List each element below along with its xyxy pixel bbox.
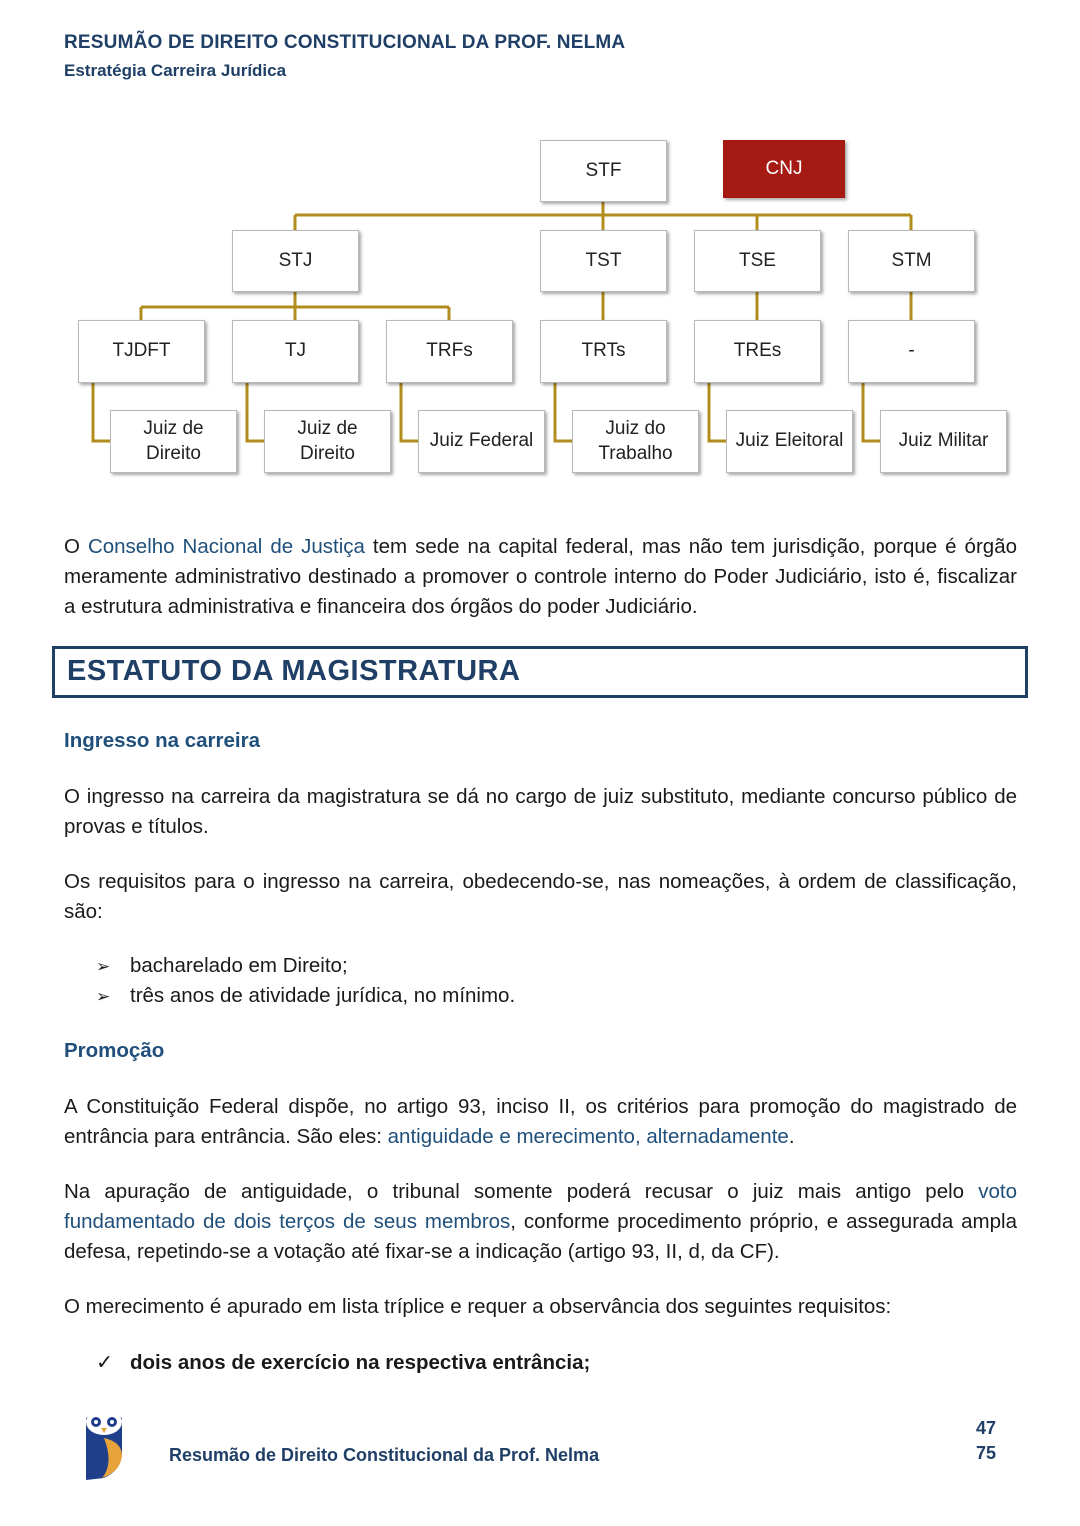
connector-line	[401, 383, 418, 441]
org-box-tres: TREs	[694, 320, 821, 383]
cnj-highlight: Conselho Nacional de Justiça	[87, 535, 365, 558]
org-box-stj: STJ	[232, 230, 359, 292]
text-run: A Constituição Federal dispõe, no artigo 93, inciso II, os critérios para promoção do magistrado de entrância para entrância. São eles:	[64, 1095, 1017, 1148]
section-title: ESTATUTO DA MAGISTRATURA	[67, 655, 521, 687]
owl-logo-icon	[80, 1398, 128, 1482]
promocao-highlight-1: antiguidade e merecimento, alternadamente	[387, 1125, 789, 1148]
org-box-stf: STF	[540, 140, 667, 202]
list-item	[96, 984, 515, 1008]
text-run: tem sede na capital federal, mas não tem jurisdição, porque é órgão meramente administrativo destinado a promover o controle interno do Poder Judiciário, isto é, fiscalizar a estrutura administrativa e financeira dos órgãos do poder Judiciário.	[64, 535, 1017, 618]
subheading-promocao: Promoção	[64, 1039, 165, 1062]
org-box-stm: STM	[848, 230, 975, 292]
subheading-ingresso: Ingresso na carreira	[64, 729, 260, 752]
connector-line	[709, 383, 726, 441]
page-number: 47	[975, 1418, 997, 1438]
text-run: .	[788, 1125, 795, 1148]
list-item-text: bacharelado em Direito;	[130, 954, 348, 977]
org-box-juiz-federal: Juiz Federal	[418, 410, 545, 473]
promocao-paragraph-1	[64, 1092, 1017, 1152]
connector-line	[863, 383, 880, 441]
org-box-tjdft: TJDFT	[78, 320, 205, 383]
page-total: 75	[975, 1443, 997, 1463]
org-box-cnj: CNJ	[723, 140, 845, 198]
org-box-tj: TJ	[232, 320, 359, 383]
org-box-trfs: TRFs	[386, 320, 513, 383]
text-run: Na apuração de antiguidade, o tribunal somente poderá recusar o juiz mais antigo pelo	[64, 1180, 979, 1203]
arrow-bullet-icon: ➢	[96, 957, 111, 976]
check-list-item-text: dois anos de exercício na respectiva entrância;	[130, 1351, 591, 1374]
connector-line	[555, 383, 572, 441]
section-heading-box	[52, 646, 1028, 698]
org-box-stm-lower: -	[848, 320, 975, 383]
check-list-item	[96, 1350, 590, 1375]
org-box-juiz-trabalho: Juiz do Trabalho	[572, 410, 699, 473]
list-item-text: três anos de atividade jurídica, no mínimo.	[130, 984, 516, 1007]
cnj-paragraph	[64, 532, 1017, 622]
promocao-highlight-2: voto fundamentado de dois terços de seus membros	[64, 1180, 1017, 1233]
checkmark-icon: ✓	[96, 1351, 114, 1374]
org-box-tst: TST	[540, 230, 667, 292]
header-title: RESUMÃO DE DIREITO CONSTITUCIONAL DA PROF. NELMA	[64, 32, 626, 53]
ingresso-paragraph-2: Os requisitos para o ingresso na carreira, obedecendo-se, nas nomeações, à ordem de classificação, são:	[64, 870, 1017, 923]
connector-line	[247, 383, 264, 441]
text-run: , conforme procedimento próprio, e assegurada ampla defesa, repetindo-se a votação até fixar-se a indicação (artigo 93, II, d, da CF).	[64, 1210, 1017, 1263]
org-box-trts: TRTs	[540, 320, 667, 383]
org-box-juiz-direito-1: Juiz de Direito	[110, 410, 237, 473]
org-box-tse: TSE	[694, 230, 821, 292]
org-box-juiz-direito-2: Juiz de Direito	[264, 410, 391, 473]
text-run: O	[64, 535, 88, 558]
footer-text: Resumão de Direito Constitucional da Prof. Nelma	[169, 1445, 600, 1465]
list-item	[96, 954, 348, 978]
ingresso-paragraph-1: O ingresso na carreira da magistratura se dá no cargo de juiz substituto, mediante concurso público de provas e títulos.	[64, 785, 1017, 838]
arrow-bullet-icon: ➢	[96, 987, 111, 1006]
promocao-paragraph-2	[64, 1177, 1017, 1267]
header-subtitle: Estratégia Carreira Jurídica	[64, 61, 287, 80]
org-box-juiz-militar: Juiz Militar	[880, 410, 1007, 473]
connector-line	[93, 383, 110, 441]
promocao-paragraph-3: O merecimento é apurado em lista tríplice e requer a observância dos seguintes requisitos:	[64, 1295, 892, 1318]
org-box-juiz-eleitoral: Juiz Eleitoral	[726, 410, 853, 473]
